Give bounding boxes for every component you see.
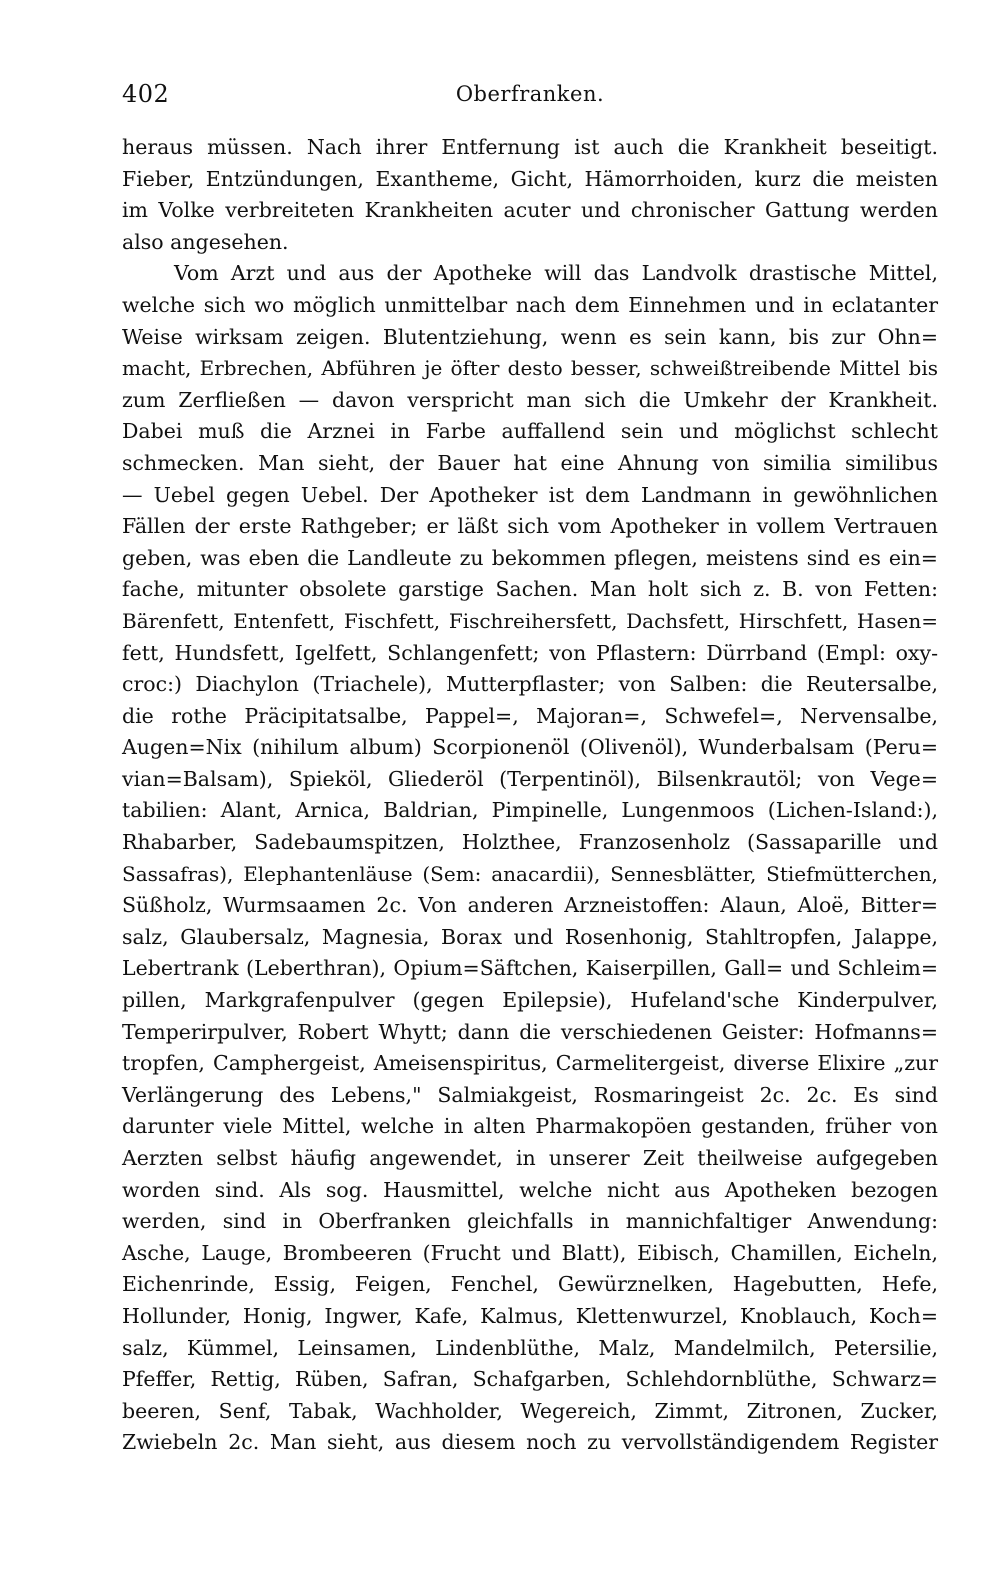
text-line: salz, Kümmel, Leinsamen, Lindenblüthe, Malz, Mandelmilch, Petersilie, <box>122 1335 938 1360</box>
text-line: salz, Glaubersalz, Magnesia, Borax und Rosenhonig, Stahltropfen, Jalappe, <box>122 924 938 949</box>
running-head <box>122 72 938 112</box>
text-line: Rhabarber, Sadebaumspitzen, Holzthee, Franzosenholz (Sassaparille und <box>122 830 938 855</box>
body-text <box>122 132 938 1459</box>
text-line: im Volke verbreiteten Krankheiten acuter und chronischer Gattung werden <box>122 198 938 223</box>
text-line: macht, Erbrechen, Abführen je öfter desto besser, schweißtreibende Mittel bis <box>122 356 938 381</box>
text-line: schmecken. Man sieht, der Bauer hat eine Ahnung von similia similibus <box>122 450 938 475</box>
text-line: tabilien: Alant, Arnica, Baldrian, Pimpinelle, Lungenmoos (Lichen-Island:), <box>122 798 938 823</box>
text-line: Verlängerung des Lebens," Salmiakgeist, Rosmaringeist 2c. 2c. Es sind <box>122 1082 938 1107</box>
text-line: Dabei muß die Arznei in Farbe auffallend sein und möglichst schlecht <box>122 419 938 444</box>
text-line: die rothe Präcipitatsalbe, Pappel=, Majoran=, Schwefel=, Nervensalbe, <box>122 703 938 728</box>
text-line: Augen=Nix (nihilum album) Scorpionenöl (Olivenöl), Wunderbalsam (Peru= <box>122 735 938 760</box>
text-line: Sassafras), Elephantenläuse (Sem: anacardii), Sennesblätter, Stiefmütterchen, <box>122 861 938 886</box>
text-line: heraus müssen. Nach ihrer Entfernung ist auch die Krankheit beseitigt. <box>122 135 938 159</box>
text-line: tropfen, Camphergeist, Ameisenspiritus, Carmelitergeist, diverse Elixire „zur <box>122 1051 938 1076</box>
text-line: beeren, Senf, Tabak, Wachholder, Wegereich, Zimmt, Zitronen, Zucker, <box>122 1398 938 1423</box>
text-line: vian=Balsam), Spieköl, Gliederöl (Terpentinöl), Bilsenkrautöl; von Vege= <box>122 766 938 791</box>
text-line: zum Zerfließen — davon verspricht man sich die Umkehr der Krankheit. <box>122 387 938 412</box>
text-line: Temperirpulver, Robert Whytt; dann die verschiedenen Geister: Hofmanns= <box>122 1019 938 1044</box>
text-line: fett, Hundsfett, Igelfett, Schlangenfett; von Pflastern: Dürrband (Empl: oxy- <box>122 640 938 665</box>
text-line: croc:) Diachylon (Triachele), Mutterpflaster; von Salben: die Reutersalbe, <box>122 672 938 697</box>
text-line: Weise wirksam zeigen. Blutentziehung, wenn es sein kann, bis zur Ohn= <box>122 324 938 349</box>
text-line: pillen, Markgrafenpulver (gegen Epilepsie), Hufeland'sche Kinderpulver, <box>122 988 938 1013</box>
text-line: Vom Arzt und aus der Apotheke will das Landvolk drastische Mittel, <box>174 261 938 286</box>
text-line: — Uebel gegen Uebel. Der Apotheker ist dem Landmann in gewöhnlichen <box>122 482 938 507</box>
text-line: werden, sind in Oberfranken gleichfalls in mannichfaltiger Anwendung: <box>122 1209 938 1234</box>
text-line: Bärenfett, Entenfett, Fischfett, Fischreihersfett, Dachsfett, Hirschfett, Hasen= <box>122 608 938 633</box>
text-line: worden sind. Als sog. Hausmittel, welche nicht aus Apotheken bezogen <box>122 1177 938 1202</box>
text-line: Aerzten selbst häufig angewendet, in unserer Zeit theilweise aufgegeben <box>122 1146 938 1170</box>
page-title: Oberfranken. <box>455 82 605 106</box>
text-line: Fällen der erste Rathgeber; er läßt sich vom Apotheker in vollem Vertrauen <box>122 514 938 539</box>
text-line: Süßholz, Wurmsaamen 2c. Von anderen Arzneistoffen: Alaun, Aloë, Bitter= <box>122 893 938 918</box>
text-line: Asche, Lauge, Brombeeren (Frucht und Blatt), Eibisch, Chamillen, Eicheln, <box>122 1240 938 1265</box>
text-line: Zwiebeln 2c. Man sieht, aus diesem noch zu vervollständigendem Register <box>122 1430 938 1455</box>
text-line: Eichenrinde, Essig, Feigen, Fenchel, Gewürznelken, Hagebutten, Hefe, <box>122 1272 938 1297</box>
page-number: 402 <box>122 80 170 108</box>
text-line: Pfeffer, Rettig, Rüben, Safran, Schafgarben, Schlehdornblüthe, Schwarz= <box>122 1367 938 1392</box>
text-line: darunter viele Mittel, welche in alten Pharmakopöen gestanden, früher von <box>122 1114 938 1139</box>
text-line: Fieber, Entzündungen, Exantheme, Gicht, Hämorrhoiden, kurz die meisten <box>122 166 938 191</box>
text-line: geben, was eben die Landleute zu bekommen pflegen, meistens sind es ein= <box>122 545 938 570</box>
text-line: welche sich wo möglich unmittelbar nach dem Einnehmen und in eclatanter <box>122 292 938 317</box>
text-line: Lebertrank (Leberthran), Opium=Säftchen, Kaiserpillen, Gall= und Schleim= <box>122 956 938 981</box>
text-line: Hollunder, Honig, Ingwer, Kafe, Kalmus, Klettenwurzel, Knoblauch, Koch= <box>122 1303 938 1328</box>
text-line: also angesehen. <box>122 229 289 254</box>
text-line: fache, mitunter obsolete garstige Sachen. Man holt sich z. B. von Fetten: <box>122 577 938 602</box>
book-page <box>122 72 938 1542</box>
